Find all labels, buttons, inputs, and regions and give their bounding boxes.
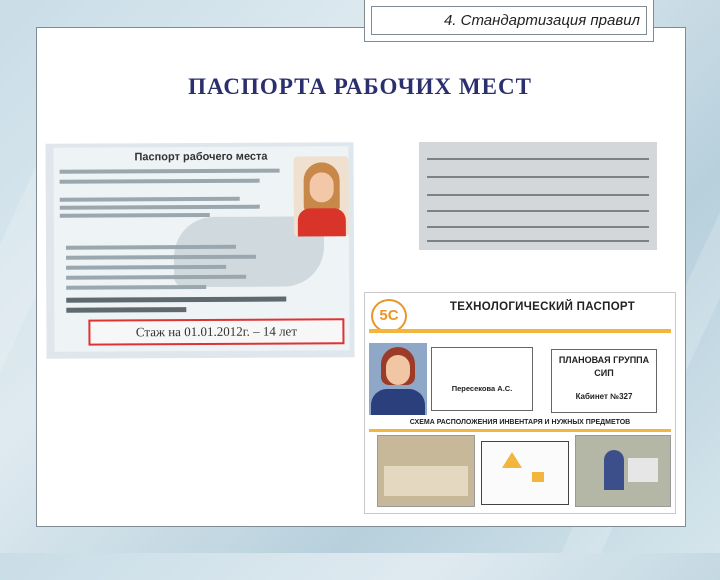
divider [369, 329, 671, 333]
workplace-passport-photo [45, 142, 354, 359]
scheme-title: СХЕМА РАСПОЛОЖЕНИЯ ИНВЕНТАРЯ И НУЖНЫХ ПРЕДМЕТОВ [409, 419, 631, 426]
tech-passport-title: ТЕХНОЛОГИЧЕСКИЙ ПАСПОРТ [449, 301, 636, 313]
text-line [427, 158, 649, 160]
group-name: ПЛАНОВАЯ ГРУППА [558, 355, 650, 365]
text-line [427, 226, 649, 228]
divider [369, 429, 671, 432]
workstation-photo [575, 435, 671, 507]
group-info-box [551, 349, 657, 413]
group-code: СИП [594, 368, 614, 378]
text-line [66, 285, 206, 290]
cabinet-number: Кабинет №327 [575, 392, 633, 401]
text-line [66, 265, 226, 270]
office-photo [377, 435, 475, 507]
text-line [60, 169, 280, 174]
5s-logo: 5С [371, 299, 407, 333]
employee-name: Пересекова А.С. [451, 384, 513, 393]
text-line [427, 176, 649, 178]
section-title: 4. Стандартизация правил [371, 6, 647, 35]
layout-plan [481, 441, 569, 505]
employee-portrait [369, 343, 427, 415]
text-line [427, 210, 649, 212]
text-line [427, 194, 649, 196]
text-line [66, 307, 186, 313]
section-header [364, 0, 654, 42]
employee-info-box [431, 347, 533, 411]
workplace-label-photo [419, 142, 657, 250]
text-line [60, 205, 260, 210]
employee-photo [294, 156, 349, 236]
text-line [60, 213, 210, 218]
technological-passport [364, 292, 676, 514]
text-line [427, 240, 649, 242]
text-line [60, 179, 260, 184]
passport-heading: Паспорт рабочего места [134, 150, 268, 164]
text-line [60, 197, 240, 202]
slide-title: ПАСПОРТА РАБОЧИХ МЕСТ [188, 74, 532, 99]
text-line [66, 297, 286, 303]
experience-box: Стаж на 01.01.2012г. – 14 лет [88, 318, 344, 345]
